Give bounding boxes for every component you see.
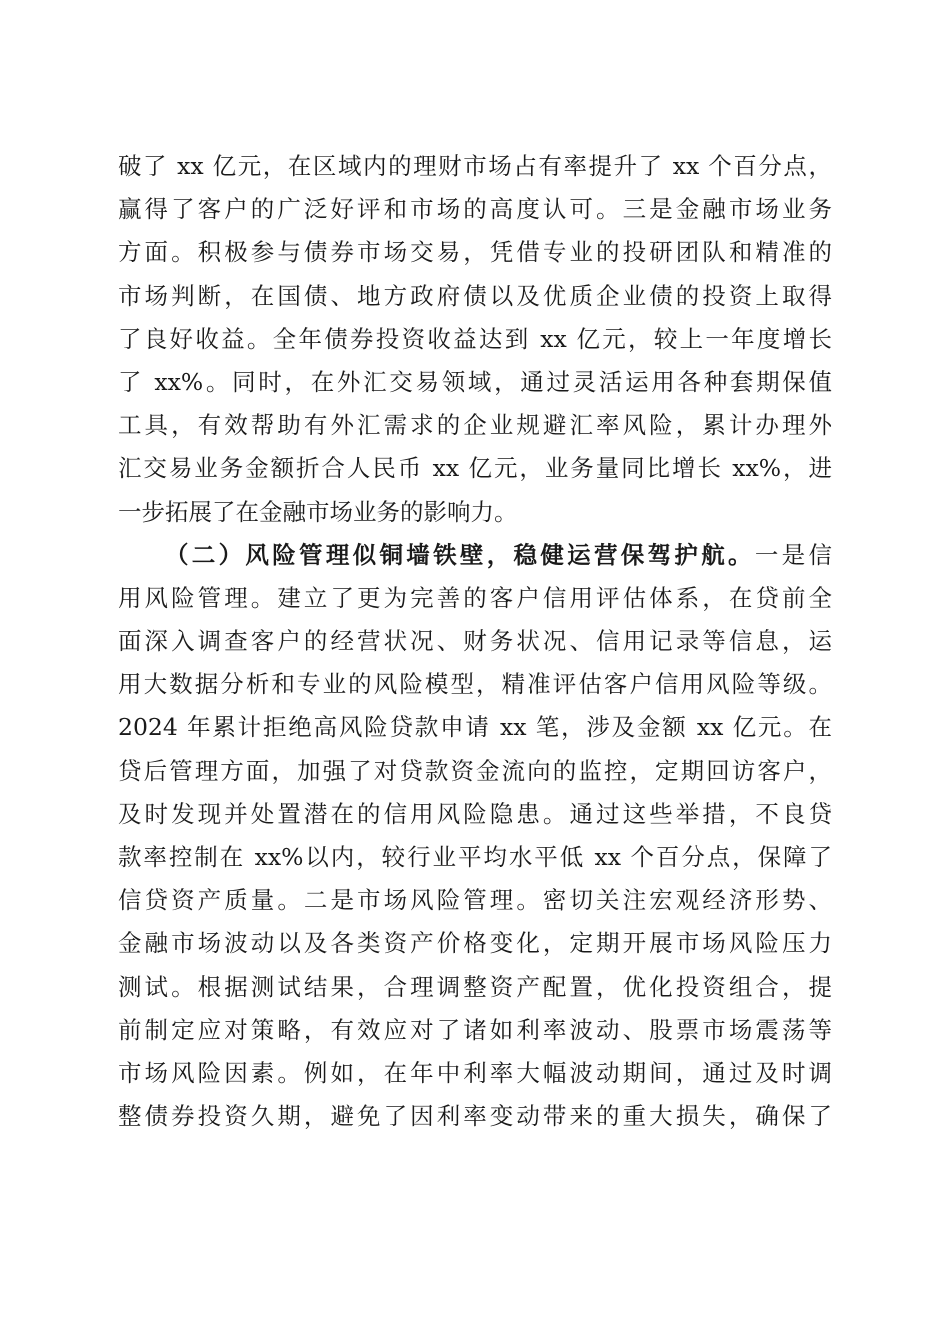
paragraph-line: 2024 年累计拒绝高风险贷款申请 xx 笔，涉及金额 xx 亿元。在 bbox=[118, 713, 832, 742]
paragraph-line: 市场风险因素。例如，在年中利率大幅波动期间，通过及时调 bbox=[118, 1058, 832, 1087]
paragraph-line: 金融市场波动以及各类资产价格变化，定期开展市场风险压力 bbox=[118, 929, 832, 958]
paragraph-line: 测试。根据测试结果，合理调整资产配置，优化投资组合，提 bbox=[118, 972, 832, 1001]
paragraph-line: 了良好收益。全年债券投资收益达到 xx 亿元，较上一年度增长 bbox=[118, 324, 832, 353]
paragraph-line: 市场判断，在国债、地方政府债以及优质企业债的投资上取得 bbox=[118, 281, 832, 310]
section-heading: （二）风险管理似铜墙铁壁，稳健运营保驾护航。 bbox=[165, 540, 755, 569]
paragraph-line: 面深入调查客户的经营状况、财务状况、信用记录等信息，运 bbox=[118, 627, 832, 656]
paragraph-first-line bbox=[118, 534, 832, 577]
paragraph-line: 整债券投资久期，避免了因利率变动带来的重大损失，确保了 bbox=[118, 1102, 832, 1131]
paragraph-line: 前制定应对策略，有效应对了诸如利率波动、股票市场震荡等 bbox=[118, 1015, 832, 1044]
paragraph-line: 用大数据分析和专业的风险模型，精准评估客户信用风险等级。 bbox=[118, 670, 832, 699]
paragraph-2 bbox=[118, 534, 832, 1139]
paragraph-line: 及时发现并处置潜在的信用风险隐患。通过这些举措，不良贷 bbox=[118, 799, 832, 828]
paragraph-line: 工具，有效帮助有外汇需求的企业规避汇率风险，累计办理外 bbox=[118, 411, 832, 440]
paragraph-1 bbox=[118, 145, 832, 534]
paragraph-line: 贷后管理方面，加强了对贷款资金流向的监控，定期回访客户， bbox=[118, 756, 832, 785]
paragraph-line: 用风险管理。建立了更为完善的客户信用评估体系，在贷前全 bbox=[118, 583, 832, 612]
paragraph-text: 一是信 bbox=[754, 540, 832, 569]
paragraph-line: 破了 xx 亿元，在区域内的理财市场占有率提升了 xx 个百分点， bbox=[118, 152, 832, 180]
paragraph-line: 了 xx%。同时，在外汇交易领域，通过灵活运用各种套期保值 bbox=[118, 367, 832, 396]
paragraph-line: 赢得了客户的广泛好评和市场的高度认可。三是金融市场业务 bbox=[118, 195, 832, 224]
paragraph-line: 汇交易业务金额折合人民币 xx 亿元，业务量同比增长 xx%，进 bbox=[118, 454, 832, 483]
paragraph-line: 款率控制在 xx%以内，较行业平均水平低 xx 个百分点，保障了 bbox=[118, 843, 832, 871]
document-body bbox=[118, 145, 832, 1138]
paragraph-line: 一步拓展了在金融市场业务的影响力。 bbox=[118, 497, 518, 526]
paragraph-line: 信贷资产质量。二是市场风险管理。密切关注宏观经济形势、 bbox=[118, 886, 832, 915]
paragraph-line: 方面。积极参与债券市场交易，凭借专业的投研团队和精准的 bbox=[118, 238, 832, 267]
